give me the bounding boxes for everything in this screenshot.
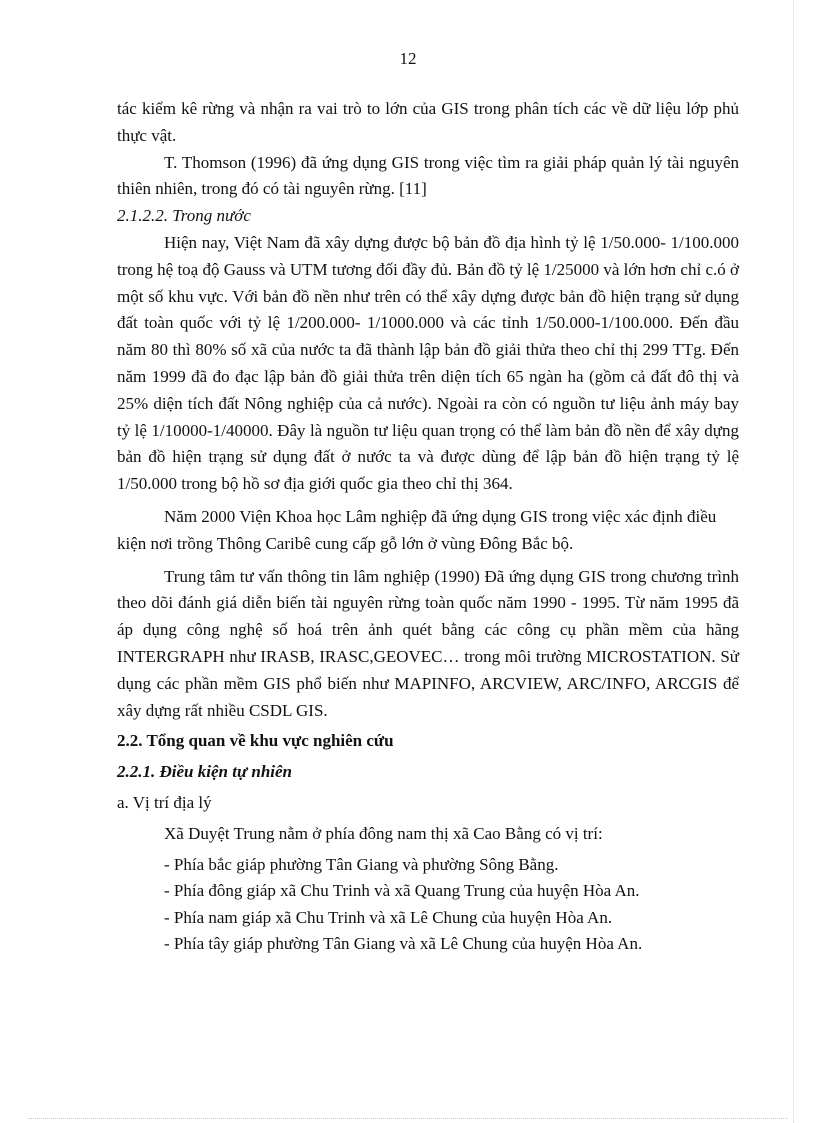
list-item: - Phía tây giáp phường Tân Giang và xã Lê Chung của huyện Hòa An.	[164, 934, 643, 954]
list-item: - Phía bắc giáp phường Tân Giang và phường Sông Bằng.	[164, 854, 559, 874]
paragraph-vietnam-maps: Hiện nay, Việt Nam đã xây dựng được bộ bản đồ địa hình tỷ lệ 1/50.000- 1/100.000 trong hệ toạ độ Gauss và UTM tương đối đầy đủ. Bản đồ tỷ lệ 1/25000 và lớn hơn chỉ c.ó ở một số khu vực. Với bản đồ nền như trên có thể xây dựng được bản đồ hiện trạng sử dụng đất toàn quốc với tỷ lệ 1/200.000- 1/1000.000 và các tỉnh 1/50.000-1/100.000. Đến đầu năm 80 thì 80% số xã của nước ta đã thành lập bản đồ giải thửa theo chỉ thị 299 TTg. Đến năm 1999 đã đo đạc lập bản đồ giải thửa trên diện tích 65 ngàn ha (gồm cả đất đô thị và 25% diện tích đất Nông nghiệp của cả nước). Ngoài ra còn có nguồn tư liệu ảnh máy bay tỷ lệ 1/10000-1/40000. Đây là nguồn tư liệu quan trọng có thể làm bản đồ nền để xây dựng bản đồ hiện trạng sử dụng đất ở nước ta và được dùng để lập bản đồ hiện trạng tỷ lệ 1/50.000 trong bộ hồ sơ địa giới quốc gia theo chỉ thị 364.	[117, 232, 739, 494]
paragraph-forestry-info-center: Trung tâm tư vấn thông tin lâm nghiệp (1990) Đã ứng dụng GIS trong chương trình theo dõi đánh giá diễn biến tài nguyên rừng toàn quốc năm 1990 - 1995. Từ năm 1995 đã áp dụng công nghệ số hoá trên ảnh quét bằng các công cụ phần mềm của hãng INTERGRAPH như IRASB, IRASC,GEOVEC… trong môi trường MICROSTATION. Sử dụng các phần mềm GIS phổ biến như MAPINFO, ARCVIEW, ARC/INFO, ARCGIS để xây dựng rất nhiều CSDL GIS.	[117, 566, 739, 720]
list-item: - Phía nam giáp xã Chu Trinh và xã Lê Chung của huyện Hòa An.	[164, 907, 613, 927]
page-number: 12	[399, 49, 417, 68]
item-heading-location: a. Vị trí địa lý	[117, 792, 212, 812]
paragraph-thomson: T. Thomson (1996) đã ứng dụng GIS trong việc tìm ra giải pháp quản lý tài nguyên thiên nhiên, trong đó có tài nguyên rừng. [11]	[117, 152, 739, 199]
subsection-heading-domestic: 2.1.2.2. Trong nước	[117, 206, 251, 226]
list-item: - Phía đông giáp xã Chu Trinh và xã Quang Trung của huyện Hòa An.	[164, 881, 640, 901]
border-list	[117, 852, 739, 958]
paragraph-gis-vegetation: tác kiểm kê rừng và nhận ra vai trò to lớn của GIS trong phân tích các về dữ liệu lớp phủ thực vật.	[117, 99, 739, 145]
section-heading-study-area: 2.2. Tổng quan về khu vực nghiên cứu	[117, 731, 394, 751]
paragraph-forest-institute-2000: Năm 2000 Viện Khoa học Lâm nghiệp đã ứng dụng GIS trong việc xác định điều kiện nơi trồng Thông Caribê cung cấp gỗ lớn ở vùng Đông Bắc bộ.	[117, 506, 717, 553]
document-body	[117, 96, 739, 958]
subsection-heading-natural-conditions: 2.2.1. Điều kiện tự nhiên	[117, 762, 293, 782]
page-bottom-border	[28, 1118, 788, 1119]
paragraph-duyet-trung-location: Xã Duyệt Trung nằm ở phía đông nam thị xã Cao Bằng có vị trí:	[164, 823, 603, 843]
page-right-border	[793, 0, 794, 1123]
